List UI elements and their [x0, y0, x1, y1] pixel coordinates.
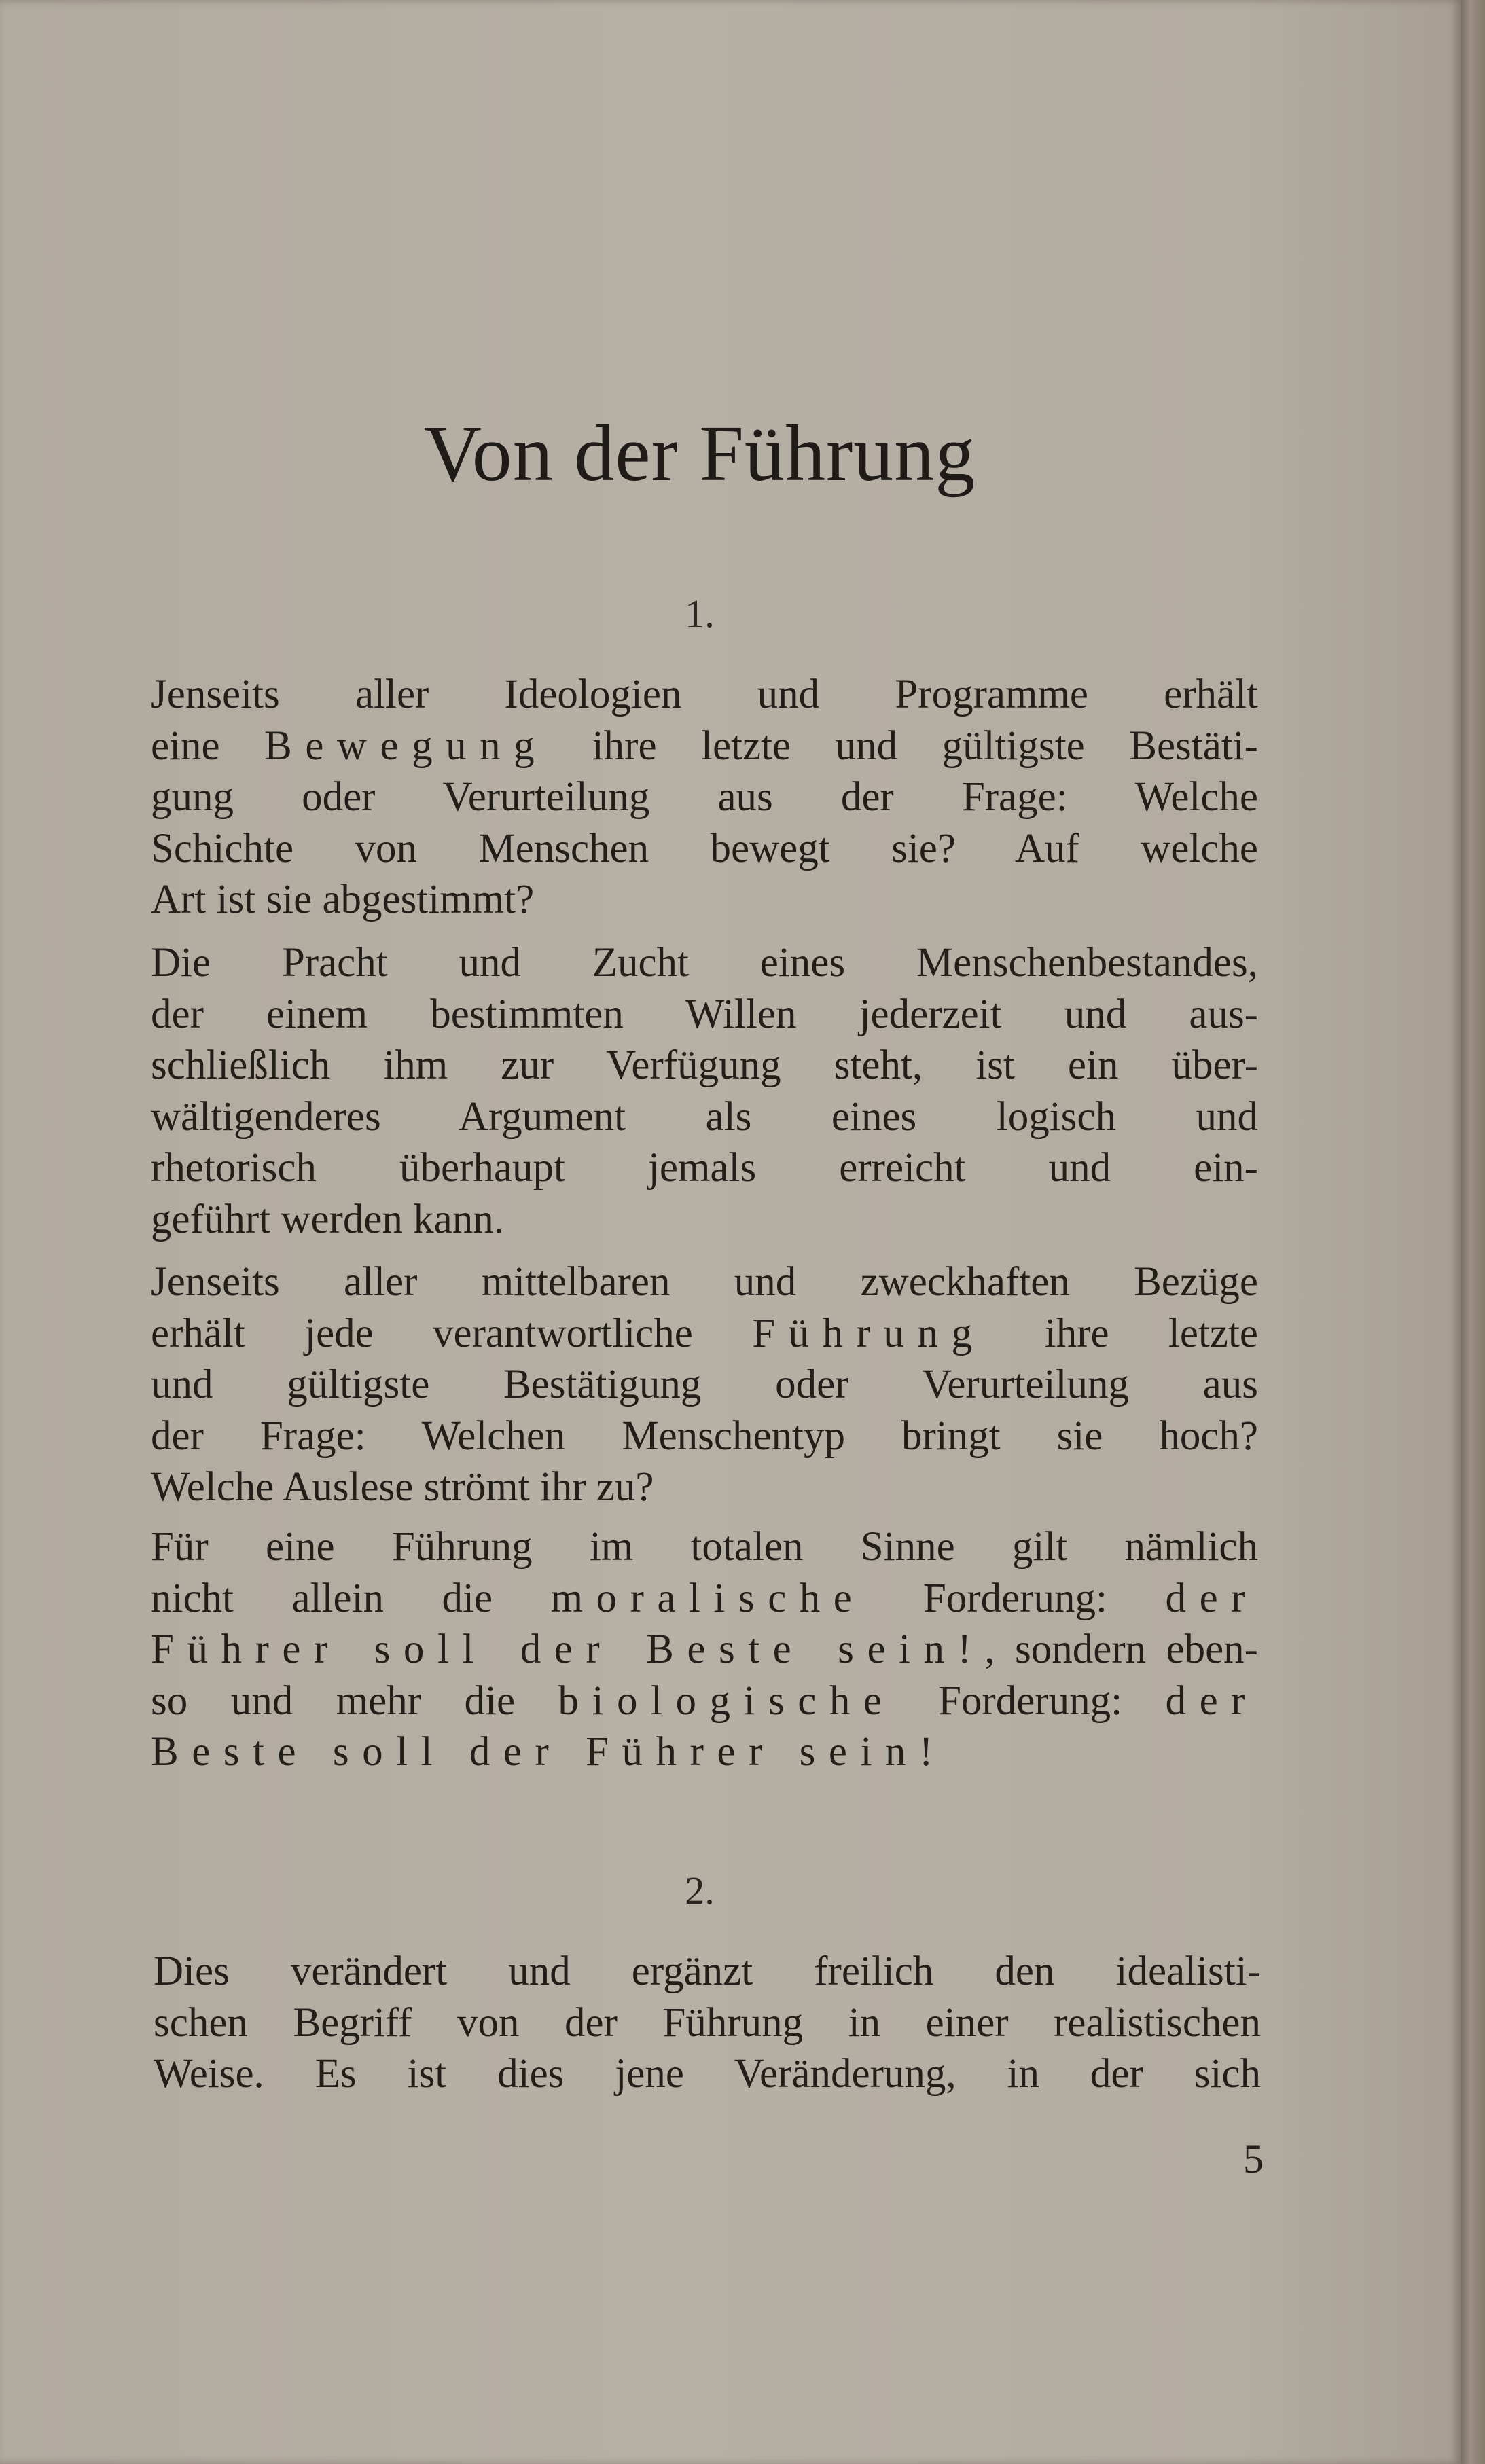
text-line: der einem bestimmten Willen jederzeit und aus-	[151, 991, 1258, 1037]
paragraph	[154, 1946, 1261, 2100]
section-number-2: 2.	[685, 1868, 715, 1913]
emphasized-text: der	[1165, 1678, 1258, 1724]
text-line: Jenseits aller mittelbaren und zweckhaften Bezüge	[151, 1259, 1258, 1305]
text-line: Schichte von Menschen bewegt sie? Auf welche	[151, 825, 1258, 871]
text-line: Dies verändert und ergänzt freilich den idealisti-	[154, 1949, 1261, 1994]
chapter-title: Von der Führung	[423, 409, 976, 498]
text-line: Die Pracht und Zucht eines Menschenbestandes,	[151, 940, 1258, 985]
text-line: nicht allein die moralische Forderung: der	[151, 1575, 1258, 1621]
paragraph	[151, 937, 1258, 1245]
text-line: Jenseits aller Ideologien und Programme erhält	[151, 672, 1258, 717]
text-line: und gültigste Bestätigung oder Verurteilung aus	[151, 1362, 1258, 1407]
text-line: Art ist sie abgestimmt?	[151, 877, 535, 922]
text-line: der Frage: Welchen Menschentyp bringt sie hoch?	[151, 1413, 1258, 1459]
text-line: erhält jede verantwortliche Führung ihre letzte	[151, 1310, 1258, 1356]
emphasized-text: moralische	[550, 1575, 865, 1621]
text-line: schließlich ihm zur Verfügung steht, ist ein über-	[151, 1043, 1258, 1088]
page-number: 5	[1243, 2137, 1264, 2181]
emphasized-text: Führung	[752, 1310, 986, 1356]
section-number-1: 1.	[685, 592, 715, 636]
page-edge	[1461, 0, 1485, 2464]
paragraph	[151, 1256, 1258, 1513]
emphasized-text: Führer soll der Beste sein!	[151, 1627, 985, 1672]
emphasized-text: Beste soll der Führer sein!	[151, 1729, 946, 1775]
paragraph	[151, 669, 1258, 926]
text-line: wältigenderes Argument als eines logisch und	[151, 1093, 1258, 1140]
text-line: eine Bewegung ihre letzte und gültigste Bestäti-	[151, 723, 1258, 769]
paragraph	[151, 1521, 1258, 1778]
text-line: Welche Auslese strömt ihr zu?	[151, 1464, 654, 1510]
text-line	[151, 1726, 1258, 1778]
text-line: geführt werden kann.	[151, 1196, 504, 1242]
emphasized-text: Bewegung	[264, 723, 548, 769]
text-line: so und mehr die biologische Forderung: der	[151, 1678, 1258, 1724]
text-line: schen Begriff von der Führung in einer realistischen	[154, 1999, 1261, 2046]
text-line: Für eine Führung im totalen Sinne gilt nämlich	[151, 1524, 1258, 1570]
text-line: Führer soll der Beste sein!, sondern eben-	[151, 1627, 1258, 1672]
text-line: Weise. Es ist dies jene Veränderung, in der sich	[154, 2051, 1261, 2097]
text-line: rhetorisch überhaupt jemals erreicht und ein-	[151, 1145, 1258, 1191]
emphasized-text: biologische	[558, 1678, 895, 1724]
text-line: gung oder Verurteilung aus der Frage: Welche	[151, 774, 1258, 820]
emphasized-text: der	[1165, 1575, 1258, 1621]
